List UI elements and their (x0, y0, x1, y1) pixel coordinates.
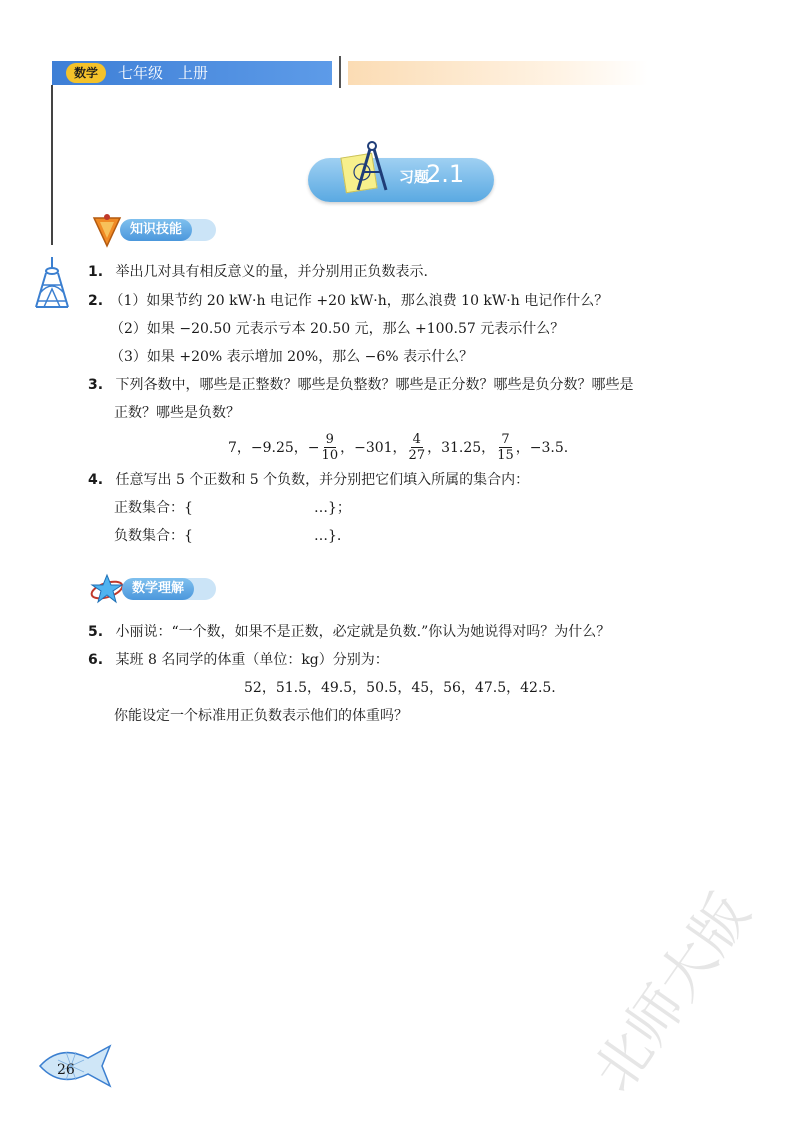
margin-line (51, 85, 53, 245)
fish-page-icon (36, 1040, 116, 1092)
question-6 (88, 650, 389, 670)
page-number: 26 (57, 1062, 75, 1078)
question-number: 2. (88, 293, 104, 309)
header-divider (339, 56, 341, 88)
question-text: 某班 8 名同学的体重（单位：kg）分别为： (115, 652, 389, 668)
publisher-watermark (560, 880, 790, 1110)
number-item: ，31.25， (427, 439, 496, 456)
question-number: 4. (88, 472, 104, 488)
weight-values: 52，51.5，49.5，50.5，45，56，47.5，42.5. (244, 680, 556, 696)
tower-icon (30, 255, 74, 311)
question-part-1: （1）如果节约 20 kW·h 电记作 +20 kW·h，那么浪费 10 kW·h 电记作什么？ (109, 293, 609, 309)
number-item: ，−301， (340, 439, 407, 456)
pencil-triangle-icon (90, 212, 124, 248)
question-4 (88, 470, 529, 490)
fraction: $\frac{9}{10}$ (321, 432, 339, 463)
number-item: ，−3.5. (515, 439, 569, 456)
question-text-continued: 你能设定一个标准用正负数表示他们的体重吗？ (114, 708, 408, 724)
fraction: $\frac{4}{27}$ (408, 432, 426, 463)
exercise-label: 习题 (399, 168, 430, 186)
book-title: 七年级 上册 (118, 64, 209, 82)
number-list (228, 432, 568, 463)
question-part-3: （3）如果 +20% 表示增加 20%，那么 −6% 表示什么？ (110, 349, 474, 365)
compass-icon (346, 136, 394, 196)
header-decoration (348, 61, 648, 85)
question-text-continued: 正数？哪些是负数？ (114, 405, 240, 421)
question-2 (88, 291, 608, 311)
question-3 (88, 375, 634, 395)
question-number: 6. (88, 652, 104, 668)
negative-set-end: …}. (314, 528, 342, 544)
svg-text:北师大版: 北师大版 (581, 882, 763, 1104)
star-orbit-icon (88, 572, 126, 606)
positive-set-label: 正数集合：{ (114, 500, 193, 516)
question-number: 1. (88, 264, 104, 280)
exercise-number: 2.1 (426, 160, 465, 188)
question-text: 任意写出 5 个正数和 5 个负数，并分别把它们填入所属的集合内： (115, 472, 530, 488)
positive-set-end: …}； (314, 500, 351, 516)
question-text: 小丽说：“一个数，如果不是正数，必定就是负数.”你认为她说得对吗？为什么？ (115, 624, 611, 640)
negative-set-label: 负数集合：{ (114, 528, 193, 544)
number-item: 7，−9.25，− (228, 439, 320, 456)
fraction: $\frac{7}{15}$ (497, 432, 514, 463)
section-title-skills: 知识技能 (120, 219, 192, 241)
question-text: 下列各数中，哪些是正整数？哪些是负整数？哪些是正分数？哪些是负分数？哪些是 (115, 377, 634, 393)
question-number: 5. (88, 624, 104, 640)
question-part-2: （2）如果 −20.50 元表示亏本 20.50 元，那么 +100.57 元表示什么？ (110, 321, 565, 337)
subject-badge: 数学 (66, 63, 106, 83)
question-text: 举出几对具有相反意义的量，并分别用正负数表示. (115, 264, 428, 280)
section-title-understanding: 数学理解 (122, 578, 194, 600)
question-5 (88, 622, 610, 642)
question-number: 3. (88, 377, 104, 393)
question-1 (88, 262, 428, 282)
